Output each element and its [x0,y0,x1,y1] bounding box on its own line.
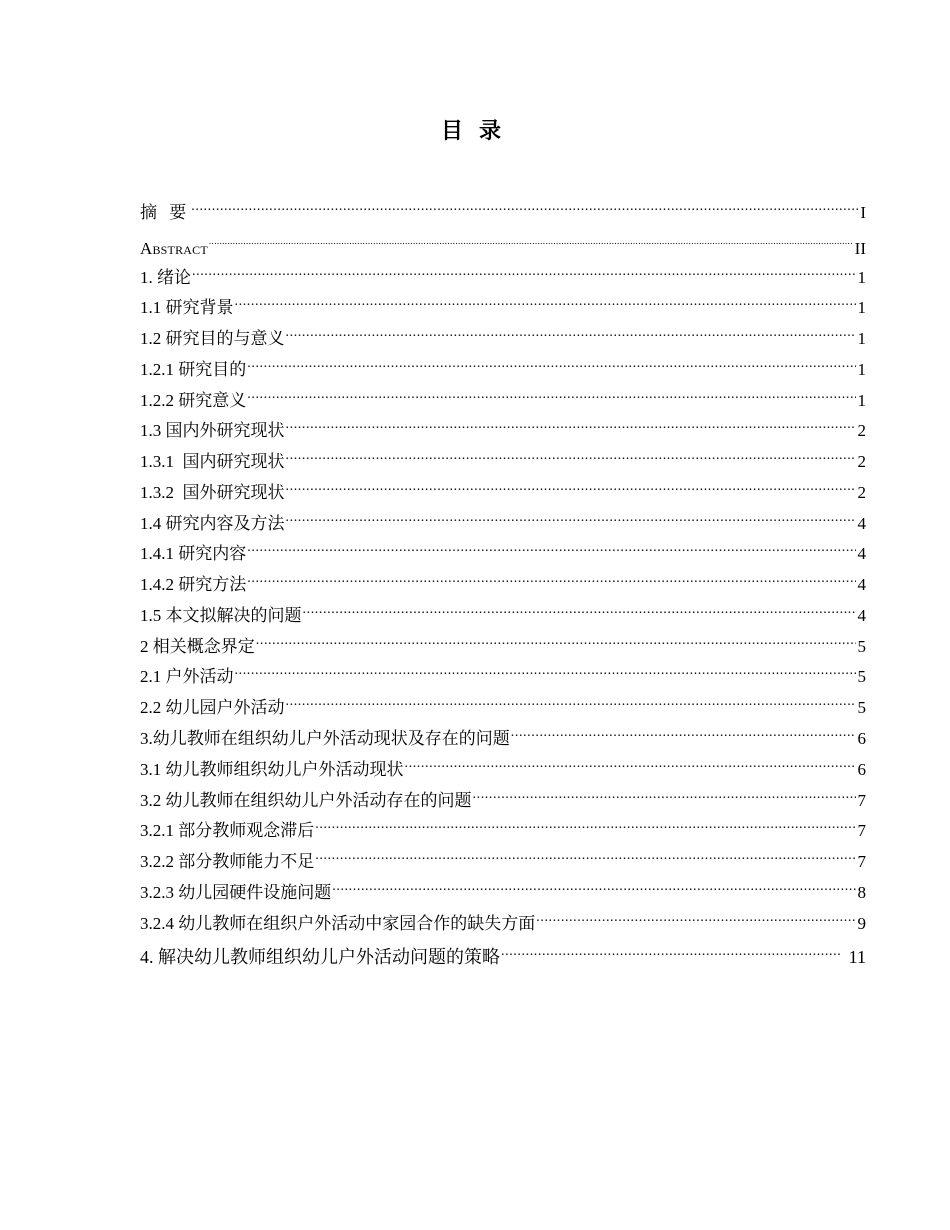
toc-dot-leader [286,472,856,498]
toc-entry[interactable] [140,595,866,625]
toc-dot-leader [247,380,855,406]
toc-dot-leader [286,687,856,713]
toc-entry[interactable] [140,564,866,594]
toc-entry-page: 6 [857,760,866,779]
toc-dot-leader [256,626,856,652]
toc-entry-page: 1 [857,268,866,287]
toc-dot-leader [247,533,855,559]
toc-entry-label: 3.2 幼儿教师在组织幼儿户外活动存在的问题 [140,791,472,810]
toc-dot-leader [192,257,856,283]
toc-dot-leader [286,441,856,467]
toc-entry-page: 7 [857,791,866,810]
toc-dot-leader [286,503,856,529]
toc-entry-label: 1.4 研究内容及方法 [140,514,285,533]
toc-dot-leader [286,318,856,344]
toc-entry-page: 5 [857,698,866,717]
toc-entry[interactable] [140,656,866,686]
toc-entry-label: 1.5 本文拟解决的问题 [140,606,302,625]
toc-entry[interactable] [140,228,866,258]
toc-dot-leader [473,780,856,806]
toc-entry-label: 1.3 国内外研究现状 [140,421,285,440]
toc-entry-label: 3.2.1 部分教师观念滞后 [140,821,315,840]
toc-entry-page: 2 [857,452,866,471]
toc-entry[interactable] [140,503,866,533]
toc-entry[interactable] [140,872,866,902]
toc-entry-label: 4. 解决幼儿教师组织幼儿户外活动问题的策略 [140,947,500,967]
toc-entry[interactable] [140,257,866,287]
toc-entry-page: 6 [857,729,866,748]
toc-entry-label: 3.2.4 幼儿教师在组织户外活动中家园合作的缺失方面 [140,914,536,933]
toc-entry-label: 1.3.1 国内研究现状 [140,452,285,471]
toc-entry[interactable] [140,410,866,440]
toc-entry-page: 1 [857,298,866,317]
toc-dot-leader [501,937,841,963]
toc-entry-label: 3.幼儿教师在组织幼儿户外活动现状及存在的问题 [140,729,510,748]
toc-dot-leader [247,349,855,375]
toc-entry-page: 4 [857,514,866,533]
toc-entry-page: 2 [857,421,866,440]
toc-entry-page: 1 [857,391,866,410]
toc-title: 目录 [440,119,517,144]
toc-entry[interactable] [140,380,866,410]
toc-entry[interactable] [140,349,866,379]
toc-entry-page: 1 [857,360,866,379]
toc-entry[interactable] [140,472,866,502]
toc-entry-label: Abstract [140,239,208,258]
toc-entry-page: 7 [857,821,866,840]
toc-entry[interactable] [140,192,866,222]
toc-entry-label: 1.2 研究目的与意义 [140,329,285,348]
toc-entry[interactable] [140,318,866,348]
toc-entry-page: II [854,239,866,258]
toc-entry[interactable] [140,287,866,317]
toc-entry-label: 2.1 户外活动 [140,667,234,686]
toc-entry-page: 9 [857,914,866,933]
toc-entry[interactable] [140,718,866,748]
toc-entry-label: 3.2.2 部分教师能力不足 [140,852,315,871]
toc-entry-page: 4 [857,606,866,625]
toc-entry[interactable] [140,780,866,810]
toc-entry-label: 3.2.3 幼儿园硬件设施问题 [140,883,332,902]
toc-entry-page: I [860,203,866,222]
toc-dot-leader [315,841,855,867]
toc-entry[interactable] [140,533,866,563]
toc-dot-leader [405,749,856,775]
toc-entry[interactable] [140,903,866,933]
toc-entry-label: 3.1 幼儿教师组织幼儿户外活动现状 [140,760,404,779]
toc-entry[interactable] [140,937,866,967]
toc-dot-leader [286,410,856,436]
toc-entry-page: 2 [857,483,866,502]
toc-entry-page: 4 [857,575,866,594]
toc-entry-label: 1.4.2 研究方法 [140,575,247,594]
toc-entry-page: 8 [857,883,866,902]
toc-entry-page: 5 [857,667,866,686]
toc-entry[interactable] [140,810,866,840]
toc-dot-leader [235,287,856,313]
toc-entry-page: 1 [857,329,866,348]
toc-dot-leader [332,872,855,898]
toc-entry[interactable] [140,841,866,871]
toc-dot-leader [209,228,853,254]
toc-dot-leader [247,564,855,590]
toc-entry-label: 1. 绪论 [140,268,191,287]
toc-entry-label: 1.2.2 研究意义 [140,391,247,410]
toc-entry-label: 2.2 幼儿园户外活动 [140,698,285,717]
toc-entry[interactable] [140,749,866,779]
toc-dot-leader [511,718,856,744]
toc-entry[interactable] [140,626,866,656]
toc-entry-page: 5 [857,637,866,656]
toc-entry-label: 1.1 研究背景 [140,298,234,317]
toc-entry-page: 11 [848,947,866,967]
toc-entry-label: 1.4.1 研究内容 [140,544,247,563]
toc-dot-leader [536,903,855,929]
toc-entry[interactable] [140,687,866,717]
toc-entry-label: 摘 要 [140,203,191,222]
toc-entry[interactable] [140,441,866,471]
toc-dot-leader [191,192,858,218]
toc-dot-leader [303,595,856,621]
toc-dot-leader [235,656,856,682]
toc-dot-leader [315,810,855,836]
toc-entry-label: 1.3.2 国外研究现状 [140,483,285,502]
toc-entry-label: 1.2.1 研究目的 [140,360,247,379]
toc-entry-label: 2 相关概念界定 [140,637,255,656]
toc-entry-page: 7 [857,852,866,871]
toc-entry-page: 4 [857,544,866,563]
